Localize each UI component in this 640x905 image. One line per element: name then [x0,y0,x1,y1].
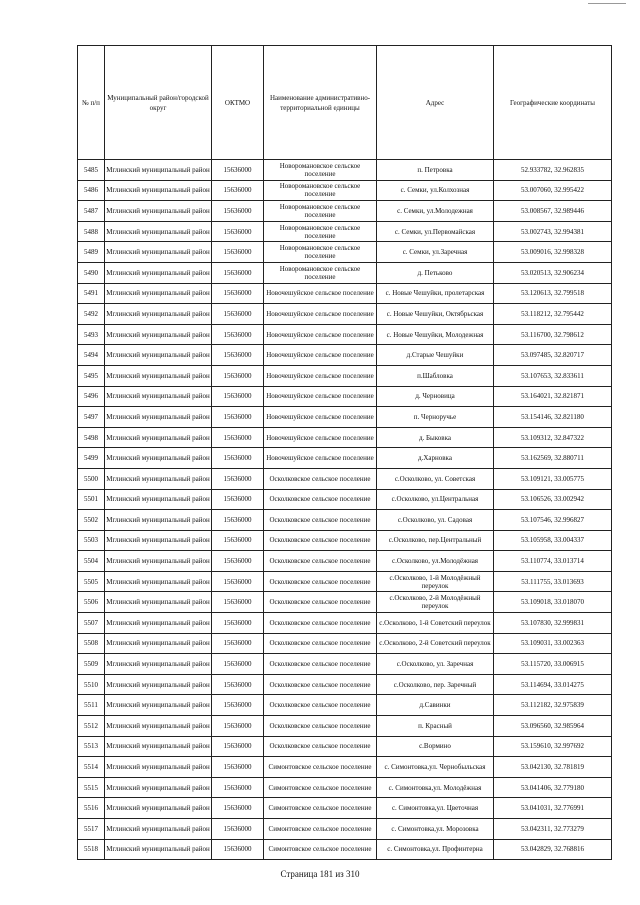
row-rayon: Мглинский муниципальный район [105,262,212,283]
row-coords: 53.107546, 32.996827 [494,510,612,531]
row-address: с.Осколково, пер. Заречный [377,674,494,695]
row-number: 5492 [78,304,105,325]
row-rayon: Мглинский муниципальный район [105,427,212,448]
row-coords: 53.042829, 32.768816 [494,839,612,860]
row-unit: Новочешуйское сельское поселение [264,365,377,386]
row-address: с.Осколково, 2-й Советский переулок [377,633,494,654]
row-unit: Осколковское сельское поселение [264,633,377,654]
row-number: 5513 [78,736,105,757]
row-oktmo: 15636000 [212,819,264,840]
row-rayon: Мглинский муниципальный район [105,530,212,551]
row-oktmo: 15636000 [212,345,264,366]
row-number: 5491 [78,283,105,304]
row-rayon: Мглинский муниципальный район [105,324,212,345]
row-rayon: Мглинский муниципальный район [105,283,212,304]
row-number: 5488 [78,221,105,242]
table-row [78,160,612,181]
row-coords: 53.114694, 33.014275 [494,674,612,695]
row-number: 5503 [78,530,105,551]
row-unit: Осколковское сельское поселение [264,654,377,675]
row-address: с.Осколково, 1-й Советский переулок [377,613,494,634]
row-unit: Новоромановское сельское поселение [264,242,377,263]
row-address: с.Осколково, ул. Садовая [377,510,494,531]
row-oktmo: 15636000 [212,262,264,283]
row-coords: 53.109031, 33.002363 [494,633,612,654]
row-rayon: Мглинский муниципальный район [105,160,212,181]
row-number: 5496 [78,386,105,407]
row-oktmo: 15636000 [212,757,264,778]
row-rayon: Мглинский муниципальный район [105,407,212,428]
row-rayon: Мглинский муниципальный район [105,221,212,242]
row-rayon: Мглинский муниципальный район [105,654,212,675]
row-number: 5504 [78,551,105,572]
table-row [78,530,612,551]
row-rayon: Мглинский муниципальный район [105,180,212,201]
row-number: 5493 [78,324,105,345]
row-address: с.Осколково, ул.Молодёжная [377,551,494,572]
row-number: 5497 [78,407,105,428]
row-oktmo: 15636000 [212,304,264,325]
row-number: 5498 [78,427,105,448]
row-address: д.Савинки [377,695,494,716]
header-num: № п/п [78,46,105,160]
row-coords: 53.115720, 33.006915 [494,654,612,675]
row-coords: 53.107653, 32.833611 [494,365,612,386]
row-number: 5507 [78,613,105,634]
row-number: 5508 [78,633,105,654]
row-coords: 53.154146, 32.821180 [494,407,612,428]
row-oktmo: 15636000 [212,695,264,716]
table-row [78,613,612,634]
table-row [78,736,612,757]
row-rayon: Мглинский муниципальный район [105,448,212,469]
row-oktmo: 15636000 [212,716,264,737]
table-header-row [78,46,612,160]
row-oktmo: 15636000 [212,654,264,675]
row-oktmo: 15636000 [212,613,264,634]
table-row [78,262,612,283]
table-row [78,633,612,654]
row-coords: 53.008567, 32.989446 [494,201,612,222]
row-address: д.Старые Чешуйки [377,345,494,366]
row-rayon: Мглинский муниципальный район [105,242,212,263]
row-oktmo: 15636000 [212,777,264,798]
row-unit: Симонтовское сельское поселение [264,798,377,819]
table-row [78,695,612,716]
row-oktmo: 15636000 [212,180,264,201]
row-unit: Новочешуйское сельское поселение [264,427,377,448]
row-oktmo: 15636000 [212,386,264,407]
top-edge-mark [588,3,626,6]
row-number: 5516 [78,798,105,819]
row-unit: Осколковское сельское поселение [264,736,377,757]
row-number: 5518 [78,839,105,860]
row-coords: 53.109018, 33.018070 [494,592,612,613]
row-rayon: Мглинский муниципальный район [105,571,212,592]
row-oktmo: 15636000 [212,365,264,386]
row-unit: Новочешуйское сельское поселение [264,324,377,345]
row-address: с. Новые Чешуйки, пролетарская [377,283,494,304]
row-rayon: Мглинский муниципальный район [105,839,212,860]
row-coords: 53.105958, 33.004337 [494,530,612,551]
row-coords: 52.933782, 32.962835 [494,160,612,181]
table-row [78,510,612,531]
row-address: с. Новые Чешуйки, Молодежная [377,324,494,345]
row-address: с.Осколково, 2-й Молодёжный переулок [377,592,494,613]
row-rayon: Мглинский муниципальный район [105,798,212,819]
row-unit: Осколковское сельское поселение [264,468,377,489]
row-address: с. Симонтовка,ул. Чернобыльская [377,757,494,778]
table-row [78,448,612,469]
row-coords: 53.007060, 32.995422 [494,180,612,201]
row-rayon: Мглинский муниципальный район [105,489,212,510]
table-row [78,551,612,572]
row-rayon: Мглинский муниципальный район [105,386,212,407]
row-address: с.Осколково, ул. Советская [377,468,494,489]
row-number: 5509 [78,654,105,675]
row-address: с. Семки, ул.Первомайская [377,221,494,242]
row-coords: 53.002743, 32.994381 [494,221,612,242]
row-address: с. Семки, ул.Молодежная [377,201,494,222]
row-coords: 53.041406, 32.779180 [494,777,612,798]
row-unit: Новоромановское сельское поселение [264,262,377,283]
table-row [78,201,612,222]
row-number: 5510 [78,674,105,695]
row-number: 5500 [78,468,105,489]
row-address: с. Симонтовка,ул. Молодёжная [377,777,494,798]
row-coords: 53.162569, 32.880711 [494,448,612,469]
row-coords: 53.106526, 33.002942 [494,489,612,510]
row-rayon: Мглинский муниципальный район [105,365,212,386]
row-unit: Осколковское сельское поселение [264,551,377,572]
row-oktmo: 15636000 [212,839,264,860]
row-unit: Осколковское сельское поселение [264,716,377,737]
row-unit: Осколковское сельское поселение [264,571,377,592]
row-oktmo: 15636000 [212,448,264,469]
table-row [78,716,612,737]
row-rayon: Мглинский муниципальный район [105,510,212,531]
row-rayon: Мглинский муниципальный район [105,345,212,366]
row-address: с.Осколково, ул.Центральная [377,489,494,510]
row-oktmo: 15636000 [212,221,264,242]
row-coords: 53.096560, 32.985964 [494,716,612,737]
row-number: 5512 [78,716,105,737]
row-coords: 53.164021, 32.821871 [494,386,612,407]
row-address: п. Красный [377,716,494,737]
row-address: п. Черноручье [377,407,494,428]
row-address: д. Быковка [377,427,494,448]
row-oktmo: 15636000 [212,427,264,448]
row-oktmo: 15636000 [212,551,264,572]
row-coords: 53.041031, 32.776991 [494,798,612,819]
header-unit: Наименование административно-территориальной единицы [264,46,377,160]
row-oktmo: 15636000 [212,242,264,263]
header-address: Адрес [377,46,494,160]
row-unit: Новоромановское сельское поселение [264,160,377,181]
row-coords: 53.042130, 32.781819 [494,757,612,778]
row-rayon: Мглинский муниципальный район [105,551,212,572]
row-rayon: Мглинский муниципальный район [105,777,212,798]
row-coords: 53.109312, 32.847322 [494,427,612,448]
row-rayon: Мглинский муниципальный район [105,736,212,757]
row-oktmo: 15636000 [212,283,264,304]
row-oktmo: 15636000 [212,160,264,181]
page-number: Страница 181 из 310 [280,869,360,879]
row-number: 5485 [78,160,105,181]
row-oktmo: 15636000 [212,510,264,531]
row-rayon: Мглинский муниципальный район [105,695,212,716]
row-oktmo: 15636000 [212,674,264,695]
table-row [78,777,612,798]
row-oktmo: 15636000 [212,592,264,613]
table-row [78,819,612,840]
row-unit: Симонтовское сельское поселение [264,777,377,798]
header-oktmo: ОКТМО [212,46,264,160]
row-address: с.Осколково, пер.Центральный [377,530,494,551]
row-unit: Новочешуйское сельское поселение [264,304,377,325]
row-unit: Новочешуйское сельское поселение [264,283,377,304]
table-row [78,386,612,407]
row-unit: Симонтовское сельское поселение [264,839,377,860]
row-rayon: Мглинский муниципальный район [105,304,212,325]
row-oktmo: 15636000 [212,530,264,551]
row-number: 5487 [78,201,105,222]
row-number: 5511 [78,695,105,716]
row-rayon: Мглинский муниципальный район [105,201,212,222]
row-coords: 53.118212, 32.795442 [494,304,612,325]
table-row [78,407,612,428]
row-coords: 53.159610, 32.997692 [494,736,612,757]
row-unit: Осколковское сельское поселение [264,530,377,551]
row-unit: Новочешуйское сельское поселение [264,345,377,366]
table-row [78,427,612,448]
row-address: д. Петьково [377,262,494,283]
row-number: 5499 [78,448,105,469]
row-unit: Осколковское сельское поселение [264,489,377,510]
row-rayon: Мглинский муниципальный район [105,674,212,695]
row-address: п.Шабловка [377,365,494,386]
table-row [78,468,612,489]
row-unit: Новоромановское сельское поселение [264,180,377,201]
table-row [78,654,612,675]
row-unit: Осколковское сельское поселение [264,613,377,634]
row-oktmo: 15636000 [212,468,264,489]
row-address: с. Новые Чешуйки, Октябрьская [377,304,494,325]
row-number: 5506 [78,592,105,613]
row-rayon: Мглинский муниципальный район [105,592,212,613]
row-number: 5494 [78,345,105,366]
header-coords: Географические координаты [494,46,612,160]
row-unit: Симонтовское сельское поселение [264,757,377,778]
header-rayon: Муниципальный район/городской округ [105,46,212,160]
row-number: 5514 [78,757,105,778]
row-address: с. Семки, ул.Колхозная [377,180,494,201]
row-unit: Симонтовское сельское поселение [264,819,377,840]
row-number: 5517 [78,819,105,840]
table-row [78,283,612,304]
row-unit: Новоромановское сельское поселение [264,221,377,242]
row-address: с. Симонтовка,ул. Цветочная [377,798,494,819]
row-coords: 53.009016, 32.998328 [494,242,612,263]
row-rayon: Мглинский муниципальный район [105,468,212,489]
row-unit: Осколковское сельское поселение [264,674,377,695]
row-coords: 53.110774, 33.013714 [494,551,612,572]
row-oktmo: 15636000 [212,798,264,819]
row-number: 5486 [78,180,105,201]
row-oktmo: 15636000 [212,633,264,654]
table-row [78,324,612,345]
row-address: с. Симонтовка,ул. Морозовка [377,819,494,840]
row-coords: 53.112182, 32.975839 [494,695,612,716]
row-coords: 53.111755, 33.013693 [494,571,612,592]
row-rayon: Мглинский муниципальный район [105,819,212,840]
row-coords: 53.109121, 33.005775 [494,468,612,489]
row-address: с.Осколково, ул. Заречная [377,654,494,675]
row-coords: 53.020513, 32.906234 [494,262,612,283]
row-address: с. Симонтовка,ул. Профинтерна [377,839,494,860]
table-row [78,365,612,386]
row-number: 5490 [78,262,105,283]
row-coords: 53.097485, 32.820717 [494,345,612,366]
row-unit: Новочешуйское сельское поселение [264,407,377,428]
row-number: 5495 [78,365,105,386]
row-oktmo: 15636000 [212,571,264,592]
row-unit: Новоромановское сельское поселение [264,201,377,222]
locations-table [77,45,612,860]
table-row [78,798,612,819]
table-row [78,345,612,366]
row-oktmo: 15636000 [212,407,264,428]
table-row [78,674,612,695]
row-number: 5502 [78,510,105,531]
row-number: 5505 [78,571,105,592]
row-address: с.Вормино [377,736,494,757]
table-row [78,304,612,325]
table-row [78,242,612,263]
row-oktmo: 15636000 [212,201,264,222]
table-row [78,489,612,510]
row-address: п. Петровка [377,160,494,181]
row-number: 5501 [78,489,105,510]
table-body [78,160,612,860]
row-unit: Новочешуйское сельское поселение [264,448,377,469]
row-rayon: Мглинский муниципальный район [105,633,212,654]
row-address: с.Осколково, 1-й Молодёжный переулок [377,571,494,592]
row-rayon: Мглинский муниципальный район [105,613,212,634]
row-rayon: Мглинский муниципальный район [105,757,212,778]
table-row [78,839,612,860]
row-unit: Осколковское сельское поселение [264,695,377,716]
row-coords: 53.107830, 32.999831 [494,613,612,634]
table-row [78,180,612,201]
row-address: д. Черновица [377,386,494,407]
row-coords: 53.120613, 32.799518 [494,283,612,304]
row-address: д.Харновка [377,448,494,469]
table-row [78,571,612,592]
row-coords: 53.042311, 32.773279 [494,819,612,840]
row-unit: Осколковское сельское поселение [264,510,377,531]
row-oktmo: 15636000 [212,324,264,345]
row-rayon: Мглинский муниципальный район [105,716,212,737]
table-row [78,757,612,778]
table-row [78,592,612,613]
row-oktmo: 15636000 [212,489,264,510]
row-unit: Новочешуйское сельское поселение [264,386,377,407]
row-number: 5515 [78,777,105,798]
row-coords: 53.116700, 32.798612 [494,324,612,345]
row-oktmo: 15636000 [212,736,264,757]
row-number: 5489 [78,242,105,263]
row-unit: Осколковское сельское поселение [264,592,377,613]
row-address: с. Семки, ул.Заречная [377,242,494,263]
table-row [78,221,612,242]
